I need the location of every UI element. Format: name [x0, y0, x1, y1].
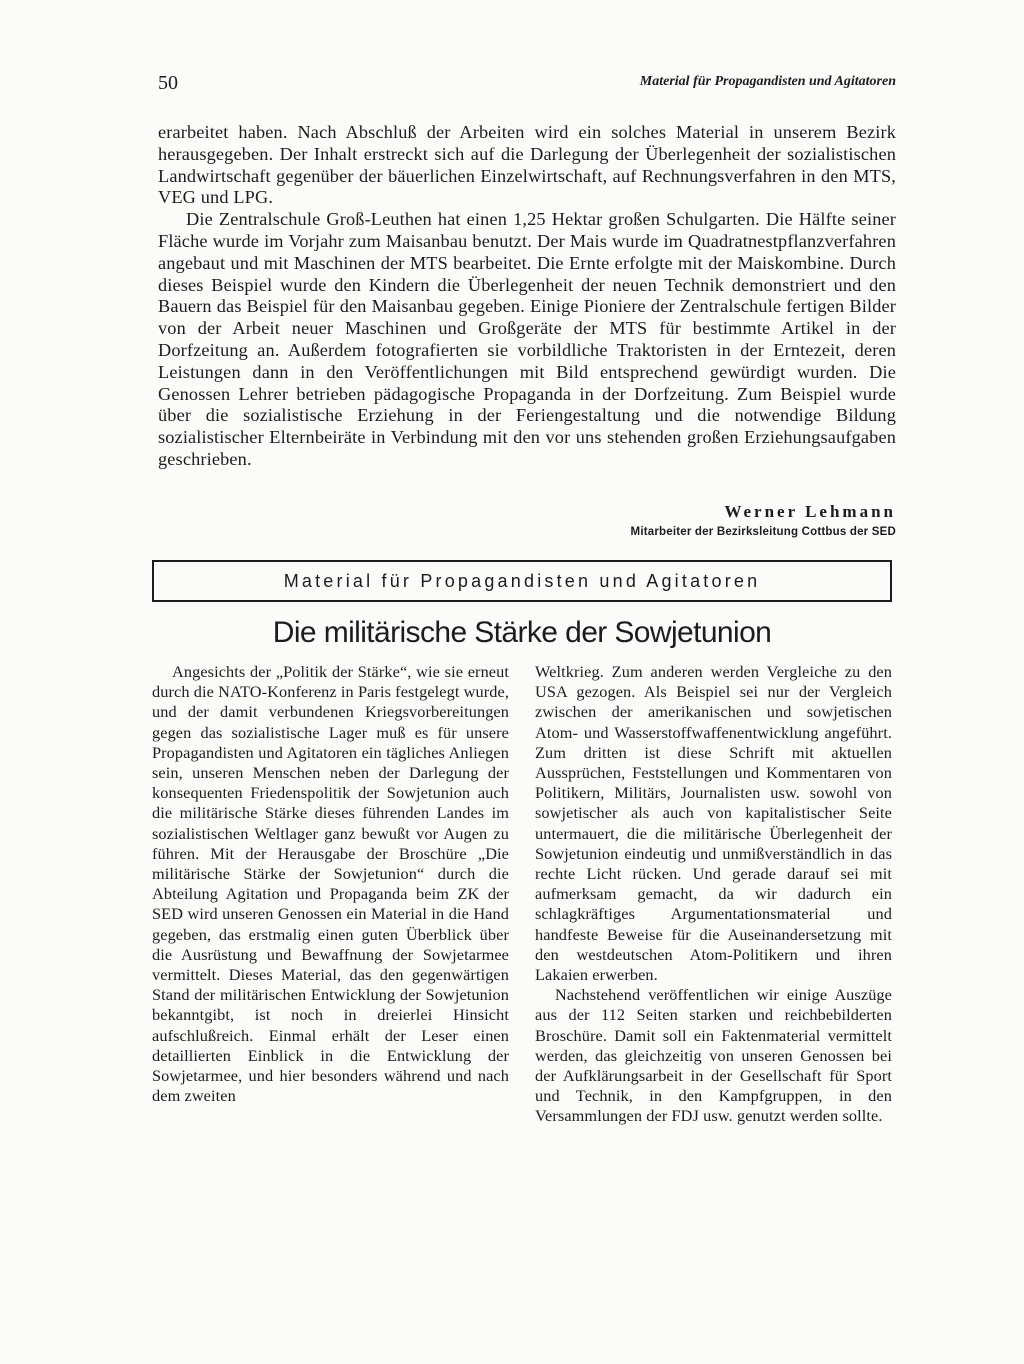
article-paragraph: Nachstehend veröffentlichen wir einige Auszüge aus der 112 Seiten starken und reichbebilderten Broschüre. Damit soll ein Faktenmaterial vermittelt werden, das gleichzeitig von unseren Genossen bei der Aufklärungsarbeit in der Gesellschaft für Sport und Technik, in den Kampfgruppen, in den Versammlungen der FDJ usw. genutzt werden sollte. — [535, 985, 892, 1126]
article-column-right — [535, 662, 892, 1127]
article-paragraph: Angesichts der „Politik der Stärke“, wie sie erneut durch die NATO-Konferenz in Paris festgelegt wurde, und der damit verbundenen Kriegsvorbereitungen gegen das sozialistische Lager muß es für unsere Propagandisten und Agitatoren ein tägliches Anliegen sein, unseren Menschen neben der Darlegung der konsequenten Friedenspolitik der Sowjetunion auch die militärische Stärke dieses führenden Landes im sozialistischen Weltlager ganz bewußt vor Augen zu führen. Mit der Herausgabe der Broschüre „Die militärische Stärke der Sowjetunion“ durch die Abteilung Agitation und Propaganda beim ZK der SED wird unseren Genossen ein Material in die Hand gegeben, das erstmalig einen guten Überblick über die Ausrüstung und Bewaffnung der Sowjetarmee vermittelt. Dieses Material, das den gegenwärtigen Stand der militärischen Entwicklung der Sowjetunion bekanntgibt, ist noch in dreierlei Hinsicht aufschlußreich. Einmal erhält der Leser einen detaillierten Einblick in die Entwicklung der Sowjetarmee, und hier besonders während und nach dem zweiten — [152, 662, 509, 1106]
page-number: 50 — [158, 72, 178, 94]
article-column-left — [152, 662, 509, 1106]
page-header — [158, 72, 896, 96]
author-role: Mitarbeiter der Bezirksleitung Cottbus der SED — [630, 526, 896, 538]
author-name: Werner Lehmann — [724, 502, 896, 521]
intro-paragraph: Die Zentralschule Groß-Leuthen hat einen 1,25 Hektar großen Schulgarten. Die Hälfte seiner Fläche wurde im Vorjahr zum Maisanbau benutzt. Der Mais wurde im Quadratnestpflanzverfahren angebaut und mit Maschinen der MTS bearbeitet. Die Ernte erfolgte mit der Maiskombine. Durch dieses Beispiel wurde den Kindern die Überlegenheit der neuen Technik demonstriert und den Bauern das Beispiel für den Maisanbau gegeben. Einige Pioniere der Zentralschule fertigen Bilder von der Arbeit neuer Maschinen und Großgeräte der MTS für bestimmte Artikel in der Dorfzeitung an. Außerdem fotografierten sie vorbildliche Traktoristen in der Erntezeit, deren Leistungen dann in den Veröffentlichungen mit Bild entsprechend gewürdigt wurden. Die Genossen Lehrer betrieben pädagogische Propaganda in der Dorfzeitung. Zum Beispiel wurde über die sozialistische Erziehung in der Feriengestaltung und die notwendige Bildung sozialistischer Elternbeiräte in Verbindung mit den vor uns stehenden großen Erziehungsaufgaben geschrieben. — [158, 209, 896, 469]
section-banner — [152, 560, 892, 602]
article-title: Die militärische Stärke der Sowjetunion — [272, 616, 772, 649]
section-label: Material für Propagandisten und Agitatoren — [283, 570, 761, 591]
intro-paragraph: erarbeitet haben. Nach Abschluß der Arbeiten wird ein solches Material in unserem Bezirk herausgegeben. Der Inhalt erstreckt sich auf die Darlegung der Überlegenheit der sozialistischen Landwirtschaft gegenüber der bäuerlichen Einzelwirtschaft, auf Rechnungsverfahren in den MTS, VEG und LPG. — [158, 122, 896, 208]
running-head: Material für Propagandisten und Agitatoren — [639, 74, 896, 89]
intro-text — [158, 122, 896, 471]
author-signature — [631, 502, 896, 538]
article-paragraph: Weltkrieg. Zum anderen werden Vergleiche zu den USA gezogen. Als Beispiel sei nur der Vergleich zwischen der amerikanischen und sowjetischen Atom- und Wasserstoffwaffenentwicklung angeführt. Zum dritten ist diese Schrift mit aktuellen Aussprüchen, Feststellungen und Kommentaren von Politikern, Militärs, Journalisten usw. sowohl von sowjetischer als auch von kapitalistischer Seite untermauert, die die militärische Überlegenheit der Sowjetunion eindeutig und unmißverständlich in das rechte Licht rücken. Und gerade darauf sei mit aufmerksam gemacht, da wir dadurch ein schlagkräftiges Argumentationsmaterial und handfeste Beweise für die Auseinandersetzung mit den westdeutschen Atom-Politikern und ihren Lakaien erwerben. — [535, 662, 892, 985]
